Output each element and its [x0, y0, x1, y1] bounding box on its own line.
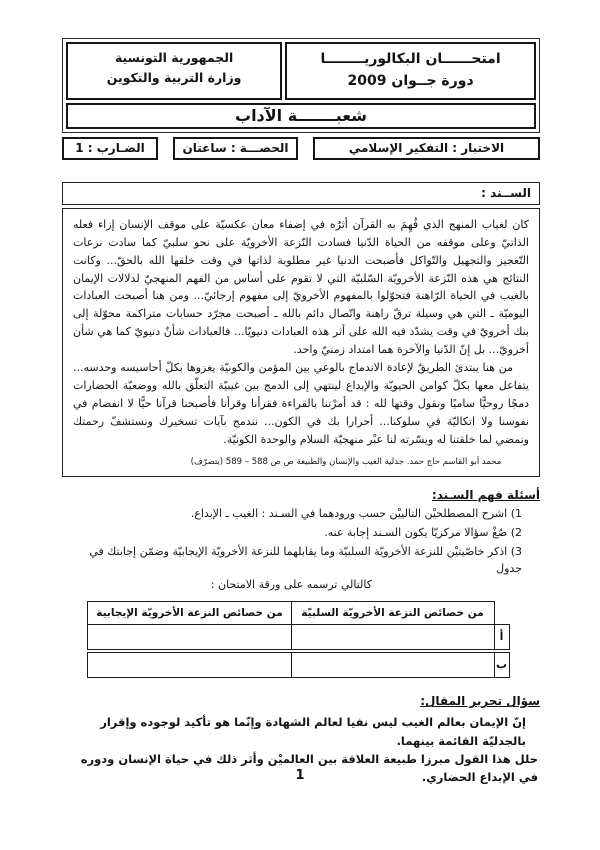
essay-quote: إنّ الإيمان بعالم الغيب ليس نفيا لعالم الشهادة وإنّما هو تأكيد لوجوده وإقرار بالجدليّة القائمة بينهما. [100, 715, 526, 748]
negative-column-header: من خصائص النزعة الأخرويّة السلبيّة [291, 601, 495, 625]
question-1-number: 1) [510, 506, 522, 520]
sanad-paragraph-1: كان لغياب المنهج الذي فُهِمَ به القرآن أثرُه في إضفاء معان عكسيّة على موقف الإنسان إزاء فعله الذاتيّ وعلى موقفه من الحياة الدّنيا فسادت النّزعة الأخرويّة على نحو سلبيّ كما سادت نزعات التّعجيز والتجهيل والتّواكل فأصبحت الدنيا غير مطلوبة لذاتها في وقت خلقها الله بالحقّ... وكانت النتائج هي هذه النّزعة الأخرويّة السّلبيّة التي لا تقوم على أساس من الفهم المنهجيّ لدلالات الإيمان بالغيب في الحياة الرّاهنة فتحوّلوا بالمفهوم الأخرويّ إلى مفهوم إرجائيّ... ومن هنا أصبحت العبادات اليوميّة ـ التي هي وسيلة ترقّ راهنة واتّصال دائم بالله ـ أصبحت مجرّد حسابات متراكمة محوّلة إلى بنك أخرويّ في وقت يشدّد فيه الله على أثر هذه العبادات دنيويّا... فالعبادات شأنٌ دنيويّ كما هي شأن أخرويّ... بل إنّ الدّنيا والآخرة هما امتداد زمنيّ واحد. [73, 217, 529, 357]
answer-table-row-b [86, 652, 510, 678]
answer-table-header-row [86, 601, 510, 625]
duration-box: الحصـــة : ساعتان [173, 137, 298, 160]
question-1-text: اشرح المصطلحيْن التالييْن حسب ورودهما في السـند : الغيب ـ الإبداع. [190, 506, 508, 520]
header-frame [62, 38, 540, 133]
question-3-continuation: كالتالي ترسمه على ورقة الامتحان : [210, 577, 372, 591]
question-3-number: 3) [510, 544, 522, 558]
essay-heading: سؤال تحرير المقال: [420, 694, 540, 709]
question-1 [62, 505, 522, 522]
question-3 [62, 543, 522, 577]
sanad-attribution: محمد أبو القاسم حاج حمد. جدلية الغيب والإنسان والطبيعة ص ص 588 – 589 (بتصرّف) [190, 456, 502, 467]
question-2-number: 2) [510, 525, 522, 539]
answer-table [86, 601, 510, 678]
section-band: شعبـــــــة الآداب [66, 103, 536, 129]
page-number: 1 [295, 768, 305, 783]
row-b-positive-cell [87, 652, 292, 678]
exam-info-row [62, 137, 540, 160]
header-top-row [66, 42, 536, 100]
row-b-negative-cell [291, 652, 495, 678]
exam-title-line: امتحــــــان البكالوريــــــــا [320, 51, 501, 67]
row-b-label: ب [493, 652, 510, 678]
essay-instruction: حلل هذا القول مبرزا طبيعة العلاقة بين العالميْن وأثر ذلك في حياة الإنسان ودوره في الإبداع الحضاري. [80, 752, 538, 785]
answer-table-row-a [86, 624, 510, 650]
row-a-negative-cell [291, 624, 495, 650]
sanad-paragraph-2: من هنا يبتدئ الطريقُ لإعادة الاندماج بالوعي بين المؤمن والكونيّة يغزوها بكلّ أحاسيسه وحدسه... يتفاعل معها بكلّ كوامن الحيويّة والإبداع لينتهي إلى الدمج بين غيبيّة التعلّق بالله ووضعيّة الحضارات دمجًا روحيًّا ساميًا ونقول وقتها لله : قد أمرْتنا بالقراءة فقرأنا وقرأنا فأصبحنا قرآنا حيًّا لا انفصام في نفوسنا ولا اتكاليّة في سلوكنا... أحرارا بك في الكون... نندمج بآيات تسخيرك ونستشفّ رحمتك ونمضي لما خلقتنا له ويسّرته لنا عبْر منهجيّة السلام والوحدة الكونيّة. [73, 361, 529, 446]
question-2 [62, 524, 522, 541]
page-content [62, 38, 540, 787]
question-2-text: صُغْ سؤالا مركزيّا يكون السـند إجابة عنه. [324, 525, 508, 539]
exam-title-box [285, 42, 536, 100]
subject-box: الاختبار : التفكير الإسلامي [313, 137, 540, 160]
coefficient-box: الضـارب : 1 [62, 137, 158, 160]
comprehension-heading: أسئلة فهم السـند: [431, 487, 540, 502]
table-corner-spacer [493, 601, 510, 625]
row-a-label: أ [493, 624, 510, 650]
question-list [62, 505, 540, 594]
positive-column-header: من خصائص النزعة الأخرويّة الإيجابية [87, 601, 292, 625]
republic-line: الجمهورية التونسية [114, 50, 234, 65]
exam-session-line: دورة جــوان 2009 [347, 73, 474, 90]
sanad-text-box [62, 208, 540, 477]
question-3-text: اذكر خاصّيتيْن للنزعة الأخرويّة السلبيّة وما يقابلهما للنزعة الأخرويّة الإيجابيّة وضمّن إجابتك في جدول [89, 544, 522, 575]
row-a-positive-cell [87, 624, 292, 650]
ministry-line: وزارة التربية والتكوين [106, 70, 242, 85]
sanad-label-box: الســند : [62, 182, 540, 205]
republic-box [66, 42, 282, 100]
